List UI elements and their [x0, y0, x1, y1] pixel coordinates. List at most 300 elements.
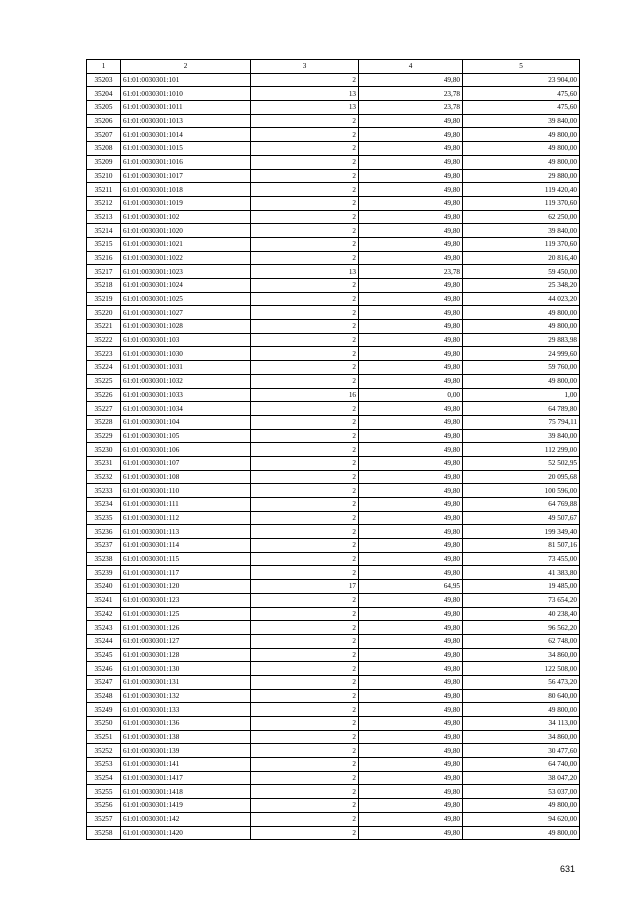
value-cell: 475,60: [463, 87, 580, 101]
rate-cell: 49,80: [359, 758, 463, 772]
row-number-cell: 35236: [87, 525, 121, 539]
row-number-cell: 35244: [87, 634, 121, 648]
cadastral-number-cell: 61:01:0030301:104: [121, 415, 251, 429]
code-cell: 2: [251, 634, 359, 648]
code-cell: 2: [251, 552, 359, 566]
rate-cell: 49,80: [359, 237, 463, 251]
row-number-cell: 35242: [87, 607, 121, 621]
cadastral-number-cell: 61:01:0030301:120: [121, 580, 251, 594]
row-number-cell: 35252: [87, 744, 121, 758]
rate-cell: 49,80: [359, 539, 463, 553]
rate-cell: 49,80: [359, 320, 463, 334]
code-cell: 2: [251, 183, 359, 197]
code-cell: 2: [251, 662, 359, 676]
rate-cell: 49,80: [359, 593, 463, 607]
rate-cell: 49,80: [359, 703, 463, 717]
rate-cell: 49,80: [359, 634, 463, 648]
table-row: [87, 443, 580, 457]
rate-cell: 49,80: [359, 456, 463, 470]
table-row: [87, 826, 580, 840]
cadastral-number-cell: 61:01:0030301:1016: [121, 155, 251, 169]
table-row: [87, 566, 580, 580]
table-row: [87, 374, 580, 388]
row-number-cell: 35254: [87, 771, 121, 785]
row-number-cell: 35209: [87, 155, 121, 169]
cadastral-value-table: [86, 59, 580, 840]
code-cell: 2: [251, 333, 359, 347]
cadastral-number-cell: 61:01:0030301:127: [121, 634, 251, 648]
code-cell: 2: [251, 374, 359, 388]
code-cell: 2: [251, 703, 359, 717]
row-number-cell: 35238: [87, 552, 121, 566]
table-row: [87, 142, 580, 156]
value-cell: 34 860,00: [463, 730, 580, 744]
row-number-cell: 35211: [87, 183, 121, 197]
row-number-cell: 35205: [87, 101, 121, 115]
row-number-cell: 35207: [87, 128, 121, 142]
rate-cell: 49,80: [359, 826, 463, 840]
row-number-cell: 35216: [87, 251, 121, 265]
rate-cell: 49,80: [359, 333, 463, 347]
code-cell: 2: [251, 771, 359, 785]
value-cell: 19 485,00: [463, 580, 580, 594]
value-cell: 41 383,80: [463, 566, 580, 580]
row-number-cell: 35227: [87, 402, 121, 416]
rate-cell: 49,80: [359, 415, 463, 429]
cadastral-number-cell: 61:01:0030301:102: [121, 210, 251, 224]
table-row: [87, 128, 580, 142]
row-number-cell: 35213: [87, 210, 121, 224]
table-row: [87, 196, 580, 210]
value-cell: 53 037,00: [463, 785, 580, 799]
code-cell: 2: [251, 196, 359, 210]
code-cell: 2: [251, 730, 359, 744]
rate-cell: 49,80: [359, 662, 463, 676]
value-cell: 29 883,98: [463, 333, 580, 347]
table-row: [87, 73, 580, 87]
rate-cell: 49,80: [359, 730, 463, 744]
rate-cell: 64,95: [359, 580, 463, 594]
row-number-cell: 35229: [87, 429, 121, 443]
rate-cell: 49,80: [359, 142, 463, 156]
cadastral-number-cell: 61:01:0030301:130: [121, 662, 251, 676]
cadastral-number-cell: 61:01:0030301:138: [121, 730, 251, 744]
rate-cell: 0,00: [359, 388, 463, 402]
row-number-cell: 35255: [87, 785, 121, 799]
code-cell: 2: [251, 142, 359, 156]
value-cell: 59 450,00: [463, 265, 580, 279]
code-cell: 2: [251, 237, 359, 251]
row-number-cell: 35218: [87, 279, 121, 293]
row-number-cell: 35248: [87, 689, 121, 703]
code-cell: 2: [251, 648, 359, 662]
cadastral-number-cell: 61:01:0030301:105: [121, 429, 251, 443]
value-cell: 62 748,00: [463, 634, 580, 648]
rate-cell: 49,80: [359, 621, 463, 635]
code-cell: 2: [251, 826, 359, 840]
cadastral-number-cell: 61:01:0030301:108: [121, 470, 251, 484]
cadastral-number-cell: 61:01:0030301:101: [121, 73, 251, 87]
value-cell: 64 789,80: [463, 402, 580, 416]
code-cell: 2: [251, 484, 359, 498]
table-row: [87, 648, 580, 662]
rate-cell: 49,80: [359, 498, 463, 512]
cadastral-number-cell: 61:01:0030301:1023: [121, 265, 251, 279]
value-cell: 56 473,20: [463, 675, 580, 689]
code-cell: 2: [251, 717, 359, 731]
code-cell: 2: [251, 744, 359, 758]
rate-cell: 23,78: [359, 265, 463, 279]
table-row: [87, 347, 580, 361]
value-cell: 49 800,00: [463, 374, 580, 388]
table-row: [87, 607, 580, 621]
table-row: [87, 87, 580, 101]
code-cell: 2: [251, 114, 359, 128]
table-row: [87, 306, 580, 320]
code-cell: 2: [251, 224, 359, 238]
rate-cell: 49,80: [359, 744, 463, 758]
row-number-cell: 35232: [87, 470, 121, 484]
value-cell: 49 800,00: [463, 826, 580, 840]
code-cell: 2: [251, 511, 359, 525]
table-row: [87, 265, 580, 279]
code-cell: 2: [251, 443, 359, 457]
rate-cell: 49,80: [359, 361, 463, 375]
value-cell: 39 840,00: [463, 429, 580, 443]
value-cell: 29 880,00: [463, 169, 580, 183]
code-cell: 2: [251, 456, 359, 470]
table-header: [87, 60, 580, 74]
value-cell: 119 370,60: [463, 196, 580, 210]
table-row: [87, 388, 580, 402]
value-cell: 49 800,00: [463, 306, 580, 320]
row-number-cell: 35258: [87, 826, 121, 840]
cadastral-number-cell: 61:01:0030301:1419: [121, 799, 251, 813]
table-row: [87, 183, 580, 197]
value-cell: 25 348,20: [463, 279, 580, 293]
value-cell: 73 455,00: [463, 552, 580, 566]
rate-cell: 49,80: [359, 183, 463, 197]
row-number-cell: 35249: [87, 703, 121, 717]
code-cell: 2: [251, 799, 359, 813]
cadastral-number-cell: 61:01:0030301:136: [121, 717, 251, 731]
row-number-cell: 35241: [87, 593, 121, 607]
cadastral-number-cell: 61:01:0030301:1013: [121, 114, 251, 128]
rate-cell: 49,80: [359, 306, 463, 320]
value-cell: 119 420,40: [463, 183, 580, 197]
code-cell: 13: [251, 101, 359, 115]
rate-cell: 49,80: [359, 155, 463, 169]
rate-cell: 49,80: [359, 292, 463, 306]
cadastral-number-cell: 61:01:0030301:142: [121, 812, 251, 826]
value-cell: 100 596,00: [463, 484, 580, 498]
table-row: [87, 717, 580, 731]
table-row: [87, 470, 580, 484]
code-cell: 2: [251, 73, 359, 87]
cadastral-number-cell: 61:01:0030301:1031: [121, 361, 251, 375]
code-cell: 2: [251, 320, 359, 334]
cadastral-number-cell: 61:01:0030301:139: [121, 744, 251, 758]
cadastral-number-cell: 61:01:0030301:133: [121, 703, 251, 717]
table-row: [87, 580, 580, 594]
cadastral-number-cell: 61:01:0030301:1010: [121, 87, 251, 101]
value-cell: 24 999,60: [463, 347, 580, 361]
rate-cell: 49,80: [359, 347, 463, 361]
header-row: [87, 60, 580, 74]
cadastral-number-cell: 61:01:0030301:1024: [121, 279, 251, 293]
value-cell: 34 860,00: [463, 648, 580, 662]
table-row: [87, 634, 580, 648]
code-cell: 2: [251, 539, 359, 553]
row-number-cell: 35220: [87, 306, 121, 320]
value-cell: 49 800,00: [463, 128, 580, 142]
row-number-cell: 35212: [87, 196, 121, 210]
rate-cell: 49,80: [359, 114, 463, 128]
rate-cell: 49,80: [359, 443, 463, 457]
rate-cell: 49,80: [359, 689, 463, 703]
cadastral-number-cell: 61:01:0030301:111: [121, 498, 251, 512]
code-cell: 2: [251, 689, 359, 703]
rate-cell: 49,80: [359, 812, 463, 826]
row-number-cell: 35243: [87, 621, 121, 635]
code-cell: 13: [251, 87, 359, 101]
table-row: [87, 155, 580, 169]
row-number-cell: 35226: [87, 388, 121, 402]
cadastral-number-cell: 61:01:0030301:1017: [121, 169, 251, 183]
value-cell: 30 477,60: [463, 744, 580, 758]
value-cell: 73 654,20: [463, 593, 580, 607]
cadastral-number-cell: 61:01:0030301:131: [121, 675, 251, 689]
page-number: 631: [560, 864, 576, 874]
code-cell: 2: [251, 347, 359, 361]
row-number-cell: 35256: [87, 799, 121, 813]
table-row: [87, 689, 580, 703]
cadastral-number-cell: 61:01:0030301:1033: [121, 388, 251, 402]
row-number-cell: 35251: [87, 730, 121, 744]
row-number-cell: 35245: [87, 648, 121, 662]
header-cell-4: 4: [359, 60, 463, 74]
code-cell: 2: [251, 279, 359, 293]
code-cell: 2: [251, 402, 359, 416]
row-number-cell: 35257: [87, 812, 121, 826]
rate-cell: 49,80: [359, 785, 463, 799]
row-number-cell: 35247: [87, 675, 121, 689]
value-cell: 39 840,00: [463, 224, 580, 238]
cadastral-number-cell: 61:01:0030301:107: [121, 456, 251, 470]
value-cell: 64 740,00: [463, 758, 580, 772]
code-cell: 2: [251, 607, 359, 621]
row-number-cell: 35219: [87, 292, 121, 306]
row-number-cell: 35228: [87, 415, 121, 429]
table-row: [87, 552, 580, 566]
cadastral-number-cell: 61:01:0030301:141: [121, 758, 251, 772]
row-number-cell: 35230: [87, 443, 121, 457]
cadastral-number-cell: 61:01:0030301:1032: [121, 374, 251, 388]
rate-cell: 49,80: [359, 552, 463, 566]
cadastral-number-cell: 61:01:0030301:117: [121, 566, 251, 580]
cadastral-number-cell: 61:01:0030301:1027: [121, 306, 251, 320]
table-row: [87, 525, 580, 539]
value-cell: 49 800,00: [463, 320, 580, 334]
code-cell: 2: [251, 593, 359, 607]
row-number-cell: 35221: [87, 320, 121, 334]
value-cell: 1,00: [463, 388, 580, 402]
table-row: [87, 402, 580, 416]
code-cell: 2: [251, 566, 359, 580]
rate-cell: 49,80: [359, 402, 463, 416]
table-row: [87, 333, 580, 347]
value-cell: 39 840,00: [463, 114, 580, 128]
table-row: [87, 812, 580, 826]
cadastral-number-cell: 61:01:0030301:1034: [121, 402, 251, 416]
table-row: [87, 279, 580, 293]
row-number-cell: 35208: [87, 142, 121, 156]
header-cell-2: 2: [121, 60, 251, 74]
table-row: [87, 511, 580, 525]
cadastral-number-cell: 61:01:0030301:1030: [121, 347, 251, 361]
value-cell: 475,60: [463, 101, 580, 115]
value-cell: 34 113,00: [463, 717, 580, 731]
row-number-cell: 35253: [87, 758, 121, 772]
value-cell: 59 760,00: [463, 361, 580, 375]
value-cell: 23 904,00: [463, 73, 580, 87]
value-cell: 49 800,00: [463, 155, 580, 169]
header-cell-1: 1: [87, 60, 121, 74]
rate-cell: 49,80: [359, 196, 463, 210]
table-row: [87, 593, 580, 607]
row-number-cell: 35233: [87, 484, 121, 498]
table-row: [87, 415, 580, 429]
table-row: [87, 169, 580, 183]
value-cell: 40 238,40: [463, 607, 580, 621]
rate-cell: 49,80: [359, 511, 463, 525]
rate-cell: 49,80: [359, 717, 463, 731]
value-cell: 64 769,88: [463, 498, 580, 512]
rate-cell: 23,78: [359, 87, 463, 101]
cadastral-number-cell: 61:01:0030301:1020: [121, 224, 251, 238]
cadastral-number-cell: 61:01:0030301:1021: [121, 237, 251, 251]
code-cell: 2: [251, 169, 359, 183]
cadastral-number-cell: 61:01:0030301:1028: [121, 320, 251, 334]
cadastral-number-cell: 61:01:0030301:1011: [121, 101, 251, 115]
cadastral-number-cell: 61:01:0030301:1420: [121, 826, 251, 840]
rate-cell: 49,80: [359, 648, 463, 662]
row-number-cell: 35217: [87, 265, 121, 279]
row-number-cell: 35215: [87, 237, 121, 251]
cadastral-number-cell: 61:01:0030301:112: [121, 511, 251, 525]
table-row: [87, 114, 580, 128]
row-number-cell: 35240: [87, 580, 121, 594]
cadastral-number-cell: 61:01:0030301:126: [121, 621, 251, 635]
row-number-cell: 35203: [87, 73, 121, 87]
value-cell: 94 620,00: [463, 812, 580, 826]
rate-cell: 49,80: [359, 799, 463, 813]
cadastral-number-cell: 61:01:0030301:123: [121, 593, 251, 607]
table-row: [87, 498, 580, 512]
row-number-cell: 35234: [87, 498, 121, 512]
table-row: [87, 621, 580, 635]
value-cell: 80 640,00: [463, 689, 580, 703]
row-number-cell: 35225: [87, 374, 121, 388]
row-number-cell: 35246: [87, 662, 121, 676]
cadastral-number-cell: 61:01:0030301:1025: [121, 292, 251, 306]
cadastral-number-cell: 61:01:0030301:1417: [121, 771, 251, 785]
code-cell: 2: [251, 251, 359, 265]
rate-cell: 49,80: [359, 279, 463, 293]
rate-cell: 49,80: [359, 429, 463, 443]
value-cell: 20 816,40: [463, 251, 580, 265]
value-cell: 199 349,40: [463, 525, 580, 539]
value-cell: 38 047,20: [463, 771, 580, 785]
table-row: [87, 429, 580, 443]
rate-cell: 49,80: [359, 525, 463, 539]
row-number-cell: 35210: [87, 169, 121, 183]
table-row: [87, 771, 580, 785]
value-cell: 75 794,11: [463, 415, 580, 429]
code-cell: 2: [251, 621, 359, 635]
rate-cell: 49,80: [359, 771, 463, 785]
code-cell: 2: [251, 361, 359, 375]
value-cell: 52 502,95: [463, 456, 580, 470]
table-row: [87, 675, 580, 689]
code-cell: 17: [251, 580, 359, 594]
header-cell-3: 3: [251, 60, 359, 74]
table-row: [87, 456, 580, 470]
table-row: [87, 101, 580, 115]
code-cell: 2: [251, 758, 359, 772]
cadastral-number-cell: 61:01:0030301:113: [121, 525, 251, 539]
rate-cell: 49,80: [359, 484, 463, 498]
rate-cell: 49,80: [359, 169, 463, 183]
code-cell: 2: [251, 306, 359, 320]
cadastral-number-cell: 61:01:0030301:1418: [121, 785, 251, 799]
cadastral-number-cell: 61:01:0030301:1018: [121, 183, 251, 197]
code-cell: 2: [251, 128, 359, 142]
code-cell: 13: [251, 265, 359, 279]
rate-cell: 49,80: [359, 128, 463, 142]
value-cell: 49 800,00: [463, 799, 580, 813]
table-row: [87, 361, 580, 375]
rate-cell: 49,80: [359, 73, 463, 87]
value-cell: 44 023,20: [463, 292, 580, 306]
table-row: [87, 758, 580, 772]
code-cell: 2: [251, 429, 359, 443]
cadastral-number-cell: 61:01:0030301:114: [121, 539, 251, 553]
code-cell: 2: [251, 812, 359, 826]
cadastral-number-cell: 61:01:0030301:103: [121, 333, 251, 347]
cadastral-number-cell: 61:01:0030301:1019: [121, 196, 251, 210]
row-number-cell: 35206: [87, 114, 121, 128]
table-row: [87, 210, 580, 224]
code-cell: 2: [251, 155, 359, 169]
row-number-cell: 35231: [87, 456, 121, 470]
value-cell: 122 508,00: [463, 662, 580, 676]
value-cell: 81 507,16: [463, 539, 580, 553]
table-row: [87, 744, 580, 758]
row-number-cell: 35237: [87, 539, 121, 553]
rate-cell: 49,80: [359, 224, 463, 238]
value-cell: 112 299,00: [463, 443, 580, 457]
code-cell: 2: [251, 292, 359, 306]
cadastral-number-cell: 61:01:0030301:1014: [121, 128, 251, 142]
table-body: [87, 73, 580, 840]
rate-cell: 23,78: [359, 101, 463, 115]
code-cell: 16: [251, 388, 359, 402]
cadastral-number-cell: 61:01:0030301:110: [121, 484, 251, 498]
row-number-cell: 35223: [87, 347, 121, 361]
code-cell: 2: [251, 785, 359, 799]
rate-cell: 49,80: [359, 210, 463, 224]
